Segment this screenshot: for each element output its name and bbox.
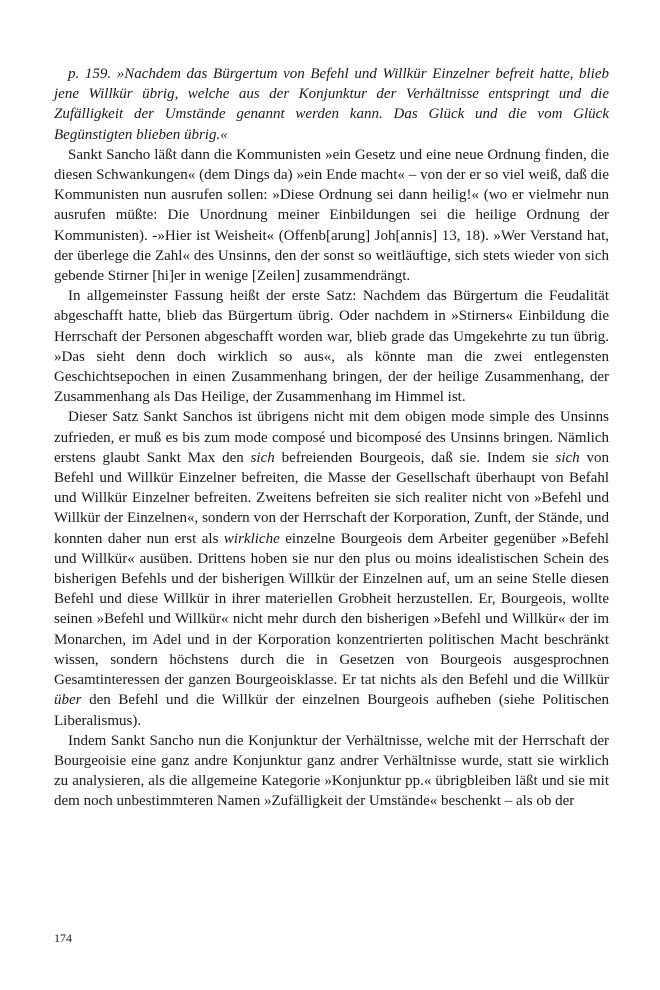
body-paragraph (54, 145, 609, 286)
text-segment: Sankt Sancho läßt dann die Kommunisten »ein Gesetz und eine neue Ordnung finden, die diesen Schwankungen« (dem Dings da) »ein Ende macht« – von der er so viel weiß, daß die Kommunisten nun ausrufen sollen: »Diese Ordnung sei dann heilig!« (wo er vielmehr nun ausrufen müßte: Die Unordnung meiner Einbildungen sei die heilige Ordnung der Kommunisten). -»Hier ist Weisheit« (Offenb[arung] Joh[annis] 13, 18). »Wer Verstand hat, der überlege die Zahl« des Unsinns, den der sonst so weitläuftige, sich stets wieder von sich gebende Stirner [hi]er in wenige [Zeilen] zusammendrängt. (54, 146, 609, 285)
text-segment: In allgemeinster Fassung heißt der erste Satz: Nachdem das Bürgertum die Feudalität abgeschafft hatte, blieb das Bürgertum übrig. Oder nachdem in »Stirners« Einbildung die Herrschaft der Personen abgeschafft worden war, blieb grade das Umgekehrte zu tun übrig. »Das sieht denn doch wirklich so aus«, als könnte man die zwei entlegensten Geschichtsepochen in einen Zusammenhang bringen, der der heilige Zusammenhang, der Zusammenhang als Das Heilige, der Zusammenhang im Himmel ist. (54, 288, 609, 406)
text-segment: Dieser Satz Sankt Sanchos ist übrigens nicht mit dem obigen mode simple des Unsinns zufrieden, er muß es bis zum mode composé und bicomposé des Unsinns bringen. Nämlich erstens glaubt Sankt Max den (54, 409, 609, 466)
page-number: 174 (54, 931, 72, 945)
emphasis-text: wirkliche (223, 530, 280, 547)
text-segment: p. 159. »Nachdem das Bürgertum von Befehl und Willkür Einzelner befreit hatte, blieb jene Willkür übrig, welche aus der Konjunktur der Verhältnisse entspringt und die Zufälligkeit der Umstände genannt werden kann. Das Glück und die vom Glück Begünstigten blieben übrig.« (54, 66, 609, 143)
emphasis-text: über (54, 692, 82, 709)
emphasis-text: sich (250, 449, 275, 466)
body-paragraph (54, 286, 609, 407)
text-segment: einzelne Bourgeois dem Arbeiter gegenüber »Befehl und Willkür« ausüben. Drittens hoben sie nur den plus ou moins idealistischen Schein des bisherigen Befehls und der bisherigen Willkür der Einzelnen auf, um an seine Stelle diesen Befehl und diese Willkür in ihrer materiellen Grobheit herzustellen. Er, Bourgeois, wollte seinen »Befehl und Willkür« nicht mehr durch den bisherigen »Befehl und Willkür« der im Monarchen, im Adel und in der Korporation konzentrierten politischen Macht beschränkt wissen, sondern höchstens durch die in Gesetzen von Bourgeois ausgesprochnen Gesamtinteressen der ganzen Bourgeoisklasse. Er tat nichts als den Befehl und die Willkür (54, 530, 609, 689)
text-segment: von Befehl und Willkür Einzelner befreiten, die Masse der Gesellschaft überhaupt von Befahl und Willkür Einzelner befreiten. Zweitens befreiten sie sich realiter nicht von »Befehl und Willkür der Einzelnen«, sondern von der Herrschaft der Korporation, Zunft, der Stände, und konnten daher nun erst als (54, 449, 610, 547)
body-paragraph (54, 407, 609, 730)
quote-paragraph (54, 64, 609, 145)
emphasis-text: sich (555, 449, 580, 466)
body-paragraph (54, 731, 609, 812)
text-segment: Indem Sankt Sancho nun die Konjunktur der Verhältnisse, welche mit der Herrschaft der Bourgeoisie eine ganz andre Konjunktur ganz andrer Verhältnisse wurde, statt sie wirklich zu analysieren, als die allgemeine Kategorie »Konjunktur pp.« übrigbleiben läßt und sie mit dem noch unbestimmteren Namen »Zufälligkeit der Umstände« beschenkt – als ob der (54, 732, 609, 810)
text-segment: befreienden Bourgeois, daß sie. Indem sie (274, 449, 556, 466)
page-body (54, 64, 609, 812)
text-segment: den Befehl und die Willkür der einzelnen Bourgeois aufheben (siehe Politischen Liberalismus). (54, 692, 609, 729)
